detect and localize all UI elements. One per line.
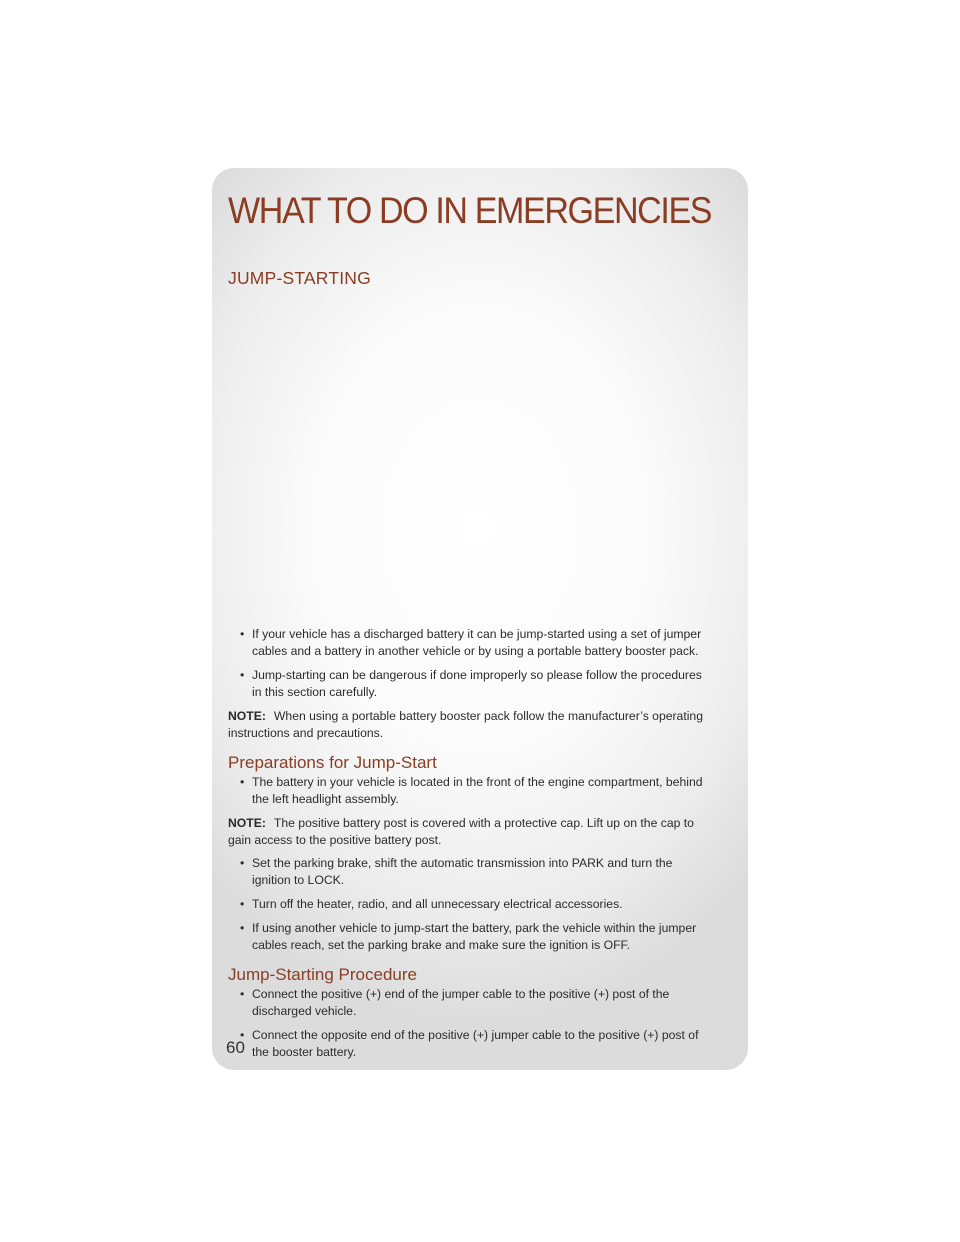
list-item: • Turn off the heater, radio, and all unnecessary electrical accessories.	[240, 897, 623, 911]
list-item: • Connect the opposite end of the positive (+) jumper cable to the positive (+) post of the booster battery.	[240, 1028, 699, 1059]
section-title: JUMP-STARTING	[228, 268, 371, 288]
list-item: • Connect the positive (+) end of the jumper cable to the positive (+) post of the discharged vehicle.	[240, 987, 670, 1018]
chapter-title: WHAT TO DO IN EMERGENCIES	[228, 190, 712, 231]
intro-bullet-list	[228, 626, 704, 701]
note-label: NOTE:	[228, 816, 266, 830]
note-positive-post	[228, 815, 704, 849]
bullet-icon: •	[240, 668, 245, 682]
bullet-icon: •	[240, 775, 245, 789]
bullet-icon: •	[240, 987, 245, 1001]
page-content	[228, 626, 704, 1068]
note-text: The positive battery post is covered with a protective cap. Lift up on the cap to gain access to the positive battery post.	[228, 816, 694, 847]
note-label: NOTE:	[228, 709, 266, 723]
bullet-icon: •	[240, 1028, 245, 1042]
procedure-bullet-list	[228, 986, 704, 1061]
procedure-heading: Jump-Starting Procedure	[228, 965, 417, 984]
bullet-icon: •	[240, 921, 245, 935]
list-item: • If using another vehicle to jump-start the battery, park the vehicle within the jumper cables reach, set the parking brake and make sure the ignition is OFF.	[240, 921, 697, 952]
list-item: • If your vehicle has a discharged battery it can be jump-started using a set of jumper cables and a battery in another vehicle or by using a portable battery booster pack.	[240, 627, 702, 658]
preparation-steps-list	[228, 855, 704, 954]
list-item: • The battery in your vehicle is located in the front of the engine compartment, behind the left headlight assembly.	[240, 775, 703, 806]
note-text: When using a portable battery booster pack follow the manufacturer’s operating instructions and precautions.	[228, 709, 703, 740]
note-portable-booster	[228, 708, 704, 742]
page-number: 60	[226, 1038, 245, 1057]
bullet-icon: •	[240, 856, 245, 870]
preparations-bullet-list	[228, 774, 704, 808]
bullet-icon: •	[240, 897, 245, 911]
list-item: • Jump-starting can be dangerous if done improperly so please follow the procedures in this section carefully.	[240, 668, 702, 699]
list-item: • Set the parking brake, shift the automatic transmission into PARK and turn the ignition to LOCK.	[240, 856, 673, 887]
preparations-heading: Preparations for Jump-Start	[228, 753, 437, 772]
bullet-icon: •	[240, 627, 245, 641]
